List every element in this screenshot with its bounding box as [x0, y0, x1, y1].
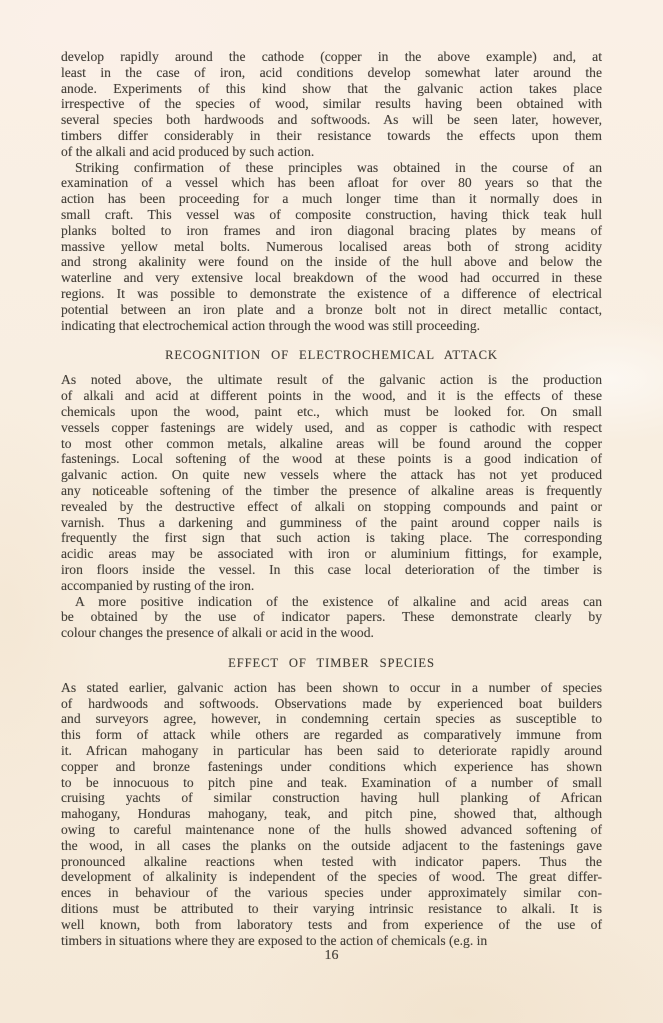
- text-line: planks bolted to iron frames and iron diagonal bracing plates by means of: [61, 222, 602, 238]
- text-line: As noted above, the ultimate result of the galvanic action is the production: [61, 372, 602, 388]
- text-line: well known, both from laboratory tests and from experience of the use of: [61, 916, 602, 932]
- text-line: any noticeable softening of the timber the presence of alkaline areas is frequently: [61, 482, 602, 498]
- page-number: 16: [324, 948, 339, 963]
- text-line: massive yellow metal bolts. Numerous localised areas both of strong acidity: [61, 238, 602, 254]
- text-line: ditions must be attributed to their varying intrinsic resistance to alkali. It is: [61, 901, 602, 917]
- text-line: the wood, in all cases the planks on the outside adjacent to the fastenings gave: [61, 837, 602, 853]
- text-line: Striking confirmation of these principles was obtained in the course of an: [75, 159, 602, 175]
- text-line: timbers differ considerably in their resistance towards the effects upon them: [61, 127, 602, 143]
- paragraph: [61, 594, 602, 641]
- text-line: be obtained by the use of indicator papers. These demonstrate clearly by: [61, 609, 602, 625]
- text-line: varnish. Thus a darkening and gumminess of the paint around copper nails is: [61, 514, 602, 530]
- page-text: [61, 49, 602, 948]
- text-line: frequently the first sign that such action is taking place. The corresponding: [61, 530, 602, 546]
- text-line: irrespective of the species of wood, similar results having been obtained with: [61, 96, 602, 112]
- paragraph: [61, 372, 602, 593]
- text-line: least in the case of iron, acid conditions develop somewhat later around the: [61, 64, 602, 80]
- text-line: waterline and very extensive local breakdown of the wood had occurred in these: [61, 270, 602, 286]
- text-line: cruising yachts of similar construction having hull planking of African: [61, 790, 602, 806]
- text-line: copper and bronze fastenings under conditions which experience has shown: [61, 758, 602, 774]
- text-line: colour changes the presence of alkali or acid in the wood.: [61, 625, 374, 641]
- paragraph: [61, 680, 602, 949]
- text-line: As stated earlier, galvanic action has been shown to occur in a number of species: [61, 679, 602, 695]
- text-line: of the alkali and acid produced by such action.: [61, 143, 315, 159]
- text-line: of alkali and acid at different points in the wood, and it is the effects of these: [61, 388, 602, 404]
- text-line: ences in behaviour of the various species under approximately similar con-: [61, 885, 602, 901]
- text-line: mahogany, Honduras mahogany, teak, and pitch pine, showed that, although: [61, 806, 602, 822]
- text-line: galvanic action. On quite new vessels where the attack has not yet produced: [61, 467, 602, 483]
- text-line: timbers in situations where they are exposed to the action of chemicals (e.g. in: [61, 932, 488, 948]
- text-line: regions. It was possible to demonstrate the existence of a difference of electrical: [61, 285, 602, 301]
- section-heading: EFFECT OF TIMBER SPECIES: [228, 655, 435, 670]
- text-line: indicating that electrochemical action through the wood was still proceeding.: [61, 317, 481, 333]
- text-line: development of alkalinity is independent of the species of wood. The great differ-: [61, 869, 602, 885]
- text-line: chemicals upon the wood, paint etc., which must be looked for. On small: [61, 403, 602, 419]
- text-line: to be innocuous to pitch pine and teak. Examination of a number of small: [61, 774, 602, 790]
- text-line: iron floors inside the vessel. In this case local deterioration of the timber is: [61, 561, 602, 577]
- text-line: accompanied by rusting of the iron.: [61, 577, 255, 593]
- text-line: several species both hardwoods and softwoods. As will be seen later, however,: [61, 112, 602, 128]
- text-line: owing to careful maintenance none of the hulls showed advanced softening of: [61, 822, 602, 838]
- text-line: develop rapidly around the cathode (copper in the above example) and, at: [61, 49, 602, 64]
- text-line: vessels copper fastenings are widely used, and as copper is cathodic with respect: [61, 419, 602, 435]
- text-line: examination of a vessel which has been afloat for over 80 years so that the: [61, 175, 602, 191]
- text-line: small craft. This vessel was of composite construction, having thick teak hull: [61, 206, 602, 222]
- text-line: acidic areas may be associated with iron or aluminium fittings, for example,: [61, 546, 602, 562]
- section-heading: RECOGNITION OF ELECTROCHEMICAL ATTACK: [165, 348, 498, 363]
- text-line: this form of attack while others are regarded as comparatively immune from: [61, 727, 602, 743]
- text-line: and strong akalinity were found on the inside of the hull above and below the: [61, 254, 602, 270]
- paragraph: [61, 160, 602, 334]
- text-line: of hardwoods and softwoods. Observations made by experienced boat builders: [61, 695, 602, 711]
- text-line: action has been proceeding for a much longer time than it normally does in: [61, 191, 602, 207]
- text-line: and surveyors agree, however, in condemning certain species as susceptible to: [61, 711, 602, 727]
- text-line: it. African mahogany in particular has been said to deteriorate rapidly around: [61, 743, 602, 759]
- text-line: pronounced alkaline reactions when tested with indicator papers. Thus the: [61, 853, 602, 869]
- paragraph: [61, 49, 602, 160]
- text-line: to most other common metals, alkaline areas will be found around the copper: [61, 435, 602, 451]
- text-line: A more positive indication of the existence of alkaline and acid areas can: [75, 593, 602, 609]
- text-line: fastenings. Local softening of the wood at these points is a good indication of: [61, 451, 602, 467]
- text-line: potential between an iron plate and a bronze bolt not in direct metallic contact,: [61, 301, 602, 317]
- text-line: anode. Experiments of this kind show that the galvanic action takes place: [61, 80, 602, 96]
- text-line: revealed by the destructive effect of alkali on stopping compounds and paint or: [61, 498, 602, 514]
